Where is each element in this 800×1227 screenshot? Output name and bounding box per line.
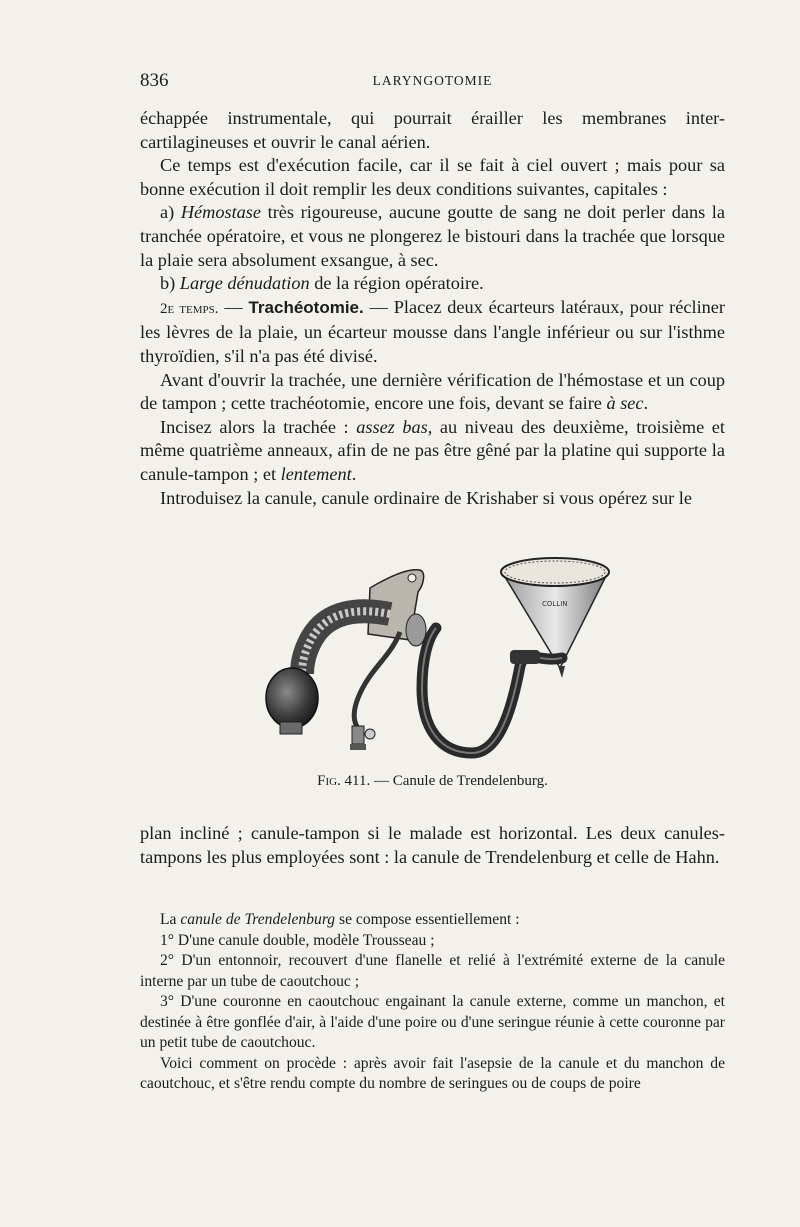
page-header [140, 70, 725, 94]
paragraph-text: — Placez deux écarteurs latéraux, pour récliner les lèvres de la plaie, un écarteur mousse dans l'angle inférieur ou sur l'isthme thyroïdien, s'il n'a pas été divisé. [140, 296, 725, 366]
body-text-middle [140, 822, 725, 869]
paragraph-text: se compose essentiellement : [335, 911, 520, 928]
page-number: 836 [140, 70, 169, 91]
paragraph: Introduisez la canule, canule ordinaire de Krishaber si vous opérez sur le [160, 487, 692, 508]
paragraph: échappée instrumentale, qui pourrait érailler les membranes inter-cartilagineuses et ouvrir le canal aérien. [140, 108, 725, 152]
emphasis: lentement [280, 463, 352, 484]
list-item: 2° D'un entonnoir, recouvert d'une flanelle et relié à l'extrémité externe de la canule interne par un tube de caoutchouc ; [140, 952, 725, 990]
paragraph-text: de la région opératoire. [309, 273, 484, 294]
tube-highlight [422, 628, 562, 753]
paragraph-text: La [160, 911, 181, 928]
figure-label: Fig. 411. [317, 773, 371, 789]
running-title: LARYNGOTOMIE [372, 73, 493, 88]
small-rubber-tube [354, 632, 400, 728]
engraver-mark: COLLIN [542, 600, 568, 608]
paragraph-text: Avant d'ouvrir la trachée, une dernière vérification de l'hémostase et un coup de tampon ; cette trachéotomie, encore une fois, devant se faire [140, 369, 725, 414]
emphasis: canule de Trendelenburg [180, 911, 336, 928]
emphasis: assez bas [356, 416, 428, 437]
cannula-opening [406, 614, 426, 646]
figure-caption [140, 773, 725, 790]
paragraph-text: très rigoureuse, aucune goutte de sang ne doit perler dans la tranchée opératoire, et vous ne plongerez le bistouri dans la trachée que lorsque la plaie sera absolument exsangue, à sec. [140, 202, 725, 270]
trendelenburg-cannula-illustration [240, 548, 620, 768]
paragraph [140, 416, 725, 487]
paragraph-hemostase [140, 201, 725, 272]
paragraph-text: Incisez alors la trachée : [160, 416, 357, 437]
paragraph: Ce temps est d'exécution facile, car il se fait à ciel ouvert ; mais pour sa bonne exécution il doit remplir les deux conditions suivantes, capitales : [140, 155, 725, 199]
tap-valve [350, 726, 375, 750]
punctuation: . [643, 393, 649, 414]
paragraph: plan incliné ; canule-tampon si le malade est horizontal. Les deux canules-tampons les plus employées sont : la canule de Trendelenburg et celle de Hahn. [140, 823, 725, 867]
list-item: 3° D'une couronne en caoutchouc engainant la canule externe, comme un manchon, et destinée à être gonflée d'air, à l'aide d'une poire ou d'une seringue réunie à cette couronne par un petit tube de caoutchouc. [140, 993, 725, 1051]
step-label: 2e temps. [160, 300, 219, 317]
list-label: a) [160, 202, 175, 223]
section-heading: Trachéotomie. [248, 297, 364, 317]
emphasis: à sec [606, 393, 644, 414]
tube-connector [510, 650, 540, 664]
paragraph-denudation [140, 272, 725, 296]
bulb-tip [280, 722, 302, 734]
figure-title: Canule de Trendelenburg. [392, 773, 548, 789]
small-print-section [140, 910, 725, 1095]
list-item: 1° D'une canule double, modèle Trousseau ; [160, 931, 435, 949]
list-label: b) [160, 273, 176, 294]
dash: — [370, 773, 393, 789]
dash: — [218, 296, 249, 317]
body-text-top [140, 107, 725, 510]
paragraph [140, 369, 725, 416]
punctuation: . [351, 463, 357, 484]
paragraph: Voici comment on procède : après avoir fait l'asepsie de la canule et du manchon de caoutchouc, et s'être rendu compte du nombre de seringues ou de coups de poire [140, 1054, 725, 1092]
paragraph-text: , au niveau des deuxième, troisième et même quatrième anneaux, afin de ne pas être gêné par la platine qui supporte la canule-tampon ; et [140, 416, 725, 484]
paragraph-tracheotomie [140, 296, 725, 369]
term-hemostase: Hémostase [180, 202, 262, 223]
paragraph [140, 910, 725, 931]
inflation-bulb [266, 668, 318, 728]
term-denudation: Large dénudation [179, 273, 310, 294]
rubber-tube [422, 628, 562, 753]
